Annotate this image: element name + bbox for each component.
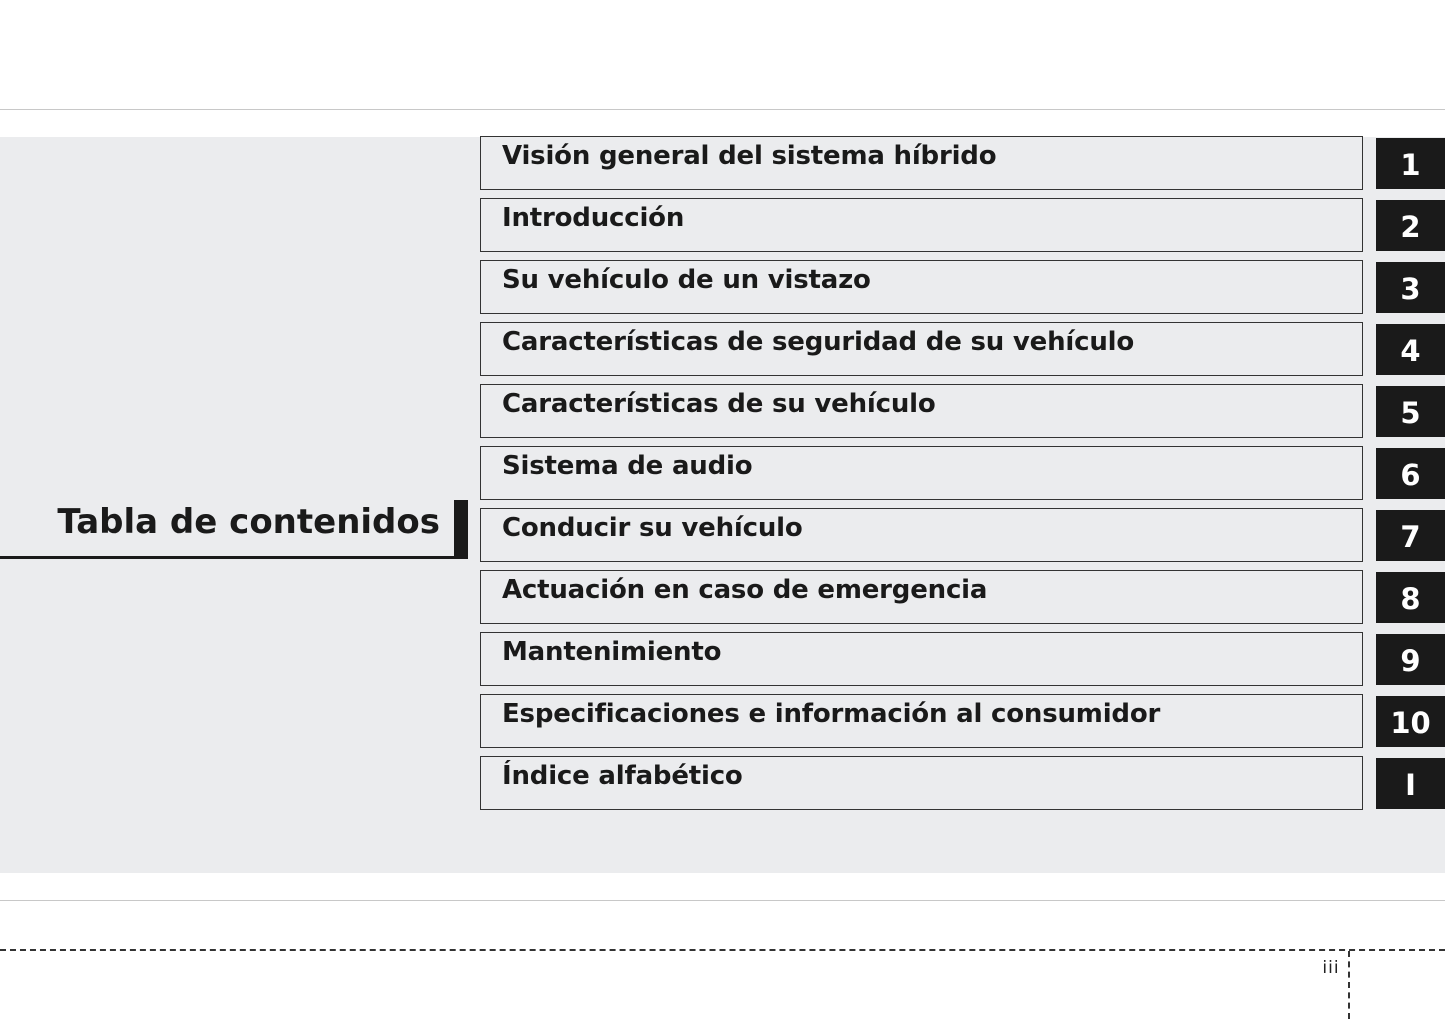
toc-entry-box[interactable] [480,446,1363,500]
toc-entry[interactable] [480,446,1445,500]
toc-entry-box[interactable] [480,694,1363,748]
toc-entry[interactable] [480,260,1445,314]
chapter-tab[interactable]: 2 [1376,200,1445,251]
top-divider [0,109,1445,110]
page-number: iii [1322,958,1340,978]
toc-entry-label: Especificaciones e información al consumidor [502,699,1161,729]
toc-entry-box[interactable] [480,508,1363,562]
toc-entry[interactable] [480,756,1445,810]
toc-entry-box[interactable] [480,384,1363,438]
chapter-tab[interactable]: 9 [1376,634,1445,685]
toc-entry-label: Actuación en caso de emergencia [502,575,988,605]
toc-entry-label: Mantenimiento [502,637,722,667]
bottom-divider [0,900,1445,901]
toc-entry-box[interactable] [480,198,1363,252]
toc-entry[interactable] [480,632,1445,686]
toc-entry-box[interactable] [480,260,1363,314]
toc-entry-label: Sistema de audio [502,451,753,481]
toc-entry-box[interactable] [480,756,1363,810]
toc-entry-box[interactable] [480,136,1363,190]
cut-line-horizontal [0,949,1445,951]
toc-entry[interactable] [480,136,1445,190]
toc-entry-label: Introducción [502,203,685,233]
toc-entry[interactable] [480,508,1445,562]
section-marker [454,500,468,559]
section-underline [0,556,468,559]
toc-entry[interactable] [480,694,1445,748]
toc-entry-label: Conducir su vehículo [502,513,803,543]
chapter-tab[interactable]: 6 [1376,448,1445,499]
toc-entry-label: Índice alfabético [502,761,743,791]
chapter-tab[interactable]: 8 [1376,572,1445,623]
chapter-tab[interactable]: 4 [1376,324,1445,375]
chapter-tab[interactable]: 5 [1376,386,1445,437]
toc-entry-label: Características de seguridad de su vehículo [502,327,1135,357]
toc-entry[interactable] [480,322,1445,376]
toc-entry[interactable] [480,198,1445,252]
toc-entry-box[interactable] [480,570,1363,624]
cut-line-vertical [1348,951,1350,1019]
section-heading [0,498,468,559]
toc-entry[interactable] [480,570,1445,624]
toc-entry-box[interactable] [480,322,1363,376]
toc-entry[interactable] [480,384,1445,438]
chapter-tab[interactable]: 10 [1376,696,1445,747]
toc-entry-label: Su vehículo de un vistazo [502,265,871,295]
toc-entry-label: Visión general del sistema híbrido [502,141,997,171]
chapter-tab[interactable]: 7 [1376,510,1445,561]
toc-entry-box[interactable] [480,632,1363,686]
section-title: Tabla de contenidos [57,502,440,542]
chapter-tab[interactable]: 1 [1376,138,1445,189]
toc-entry-label: Características de su vehículo [502,389,936,419]
chapter-tab[interactable]: I [1376,758,1445,809]
chapter-tab[interactable]: 3 [1376,262,1445,313]
